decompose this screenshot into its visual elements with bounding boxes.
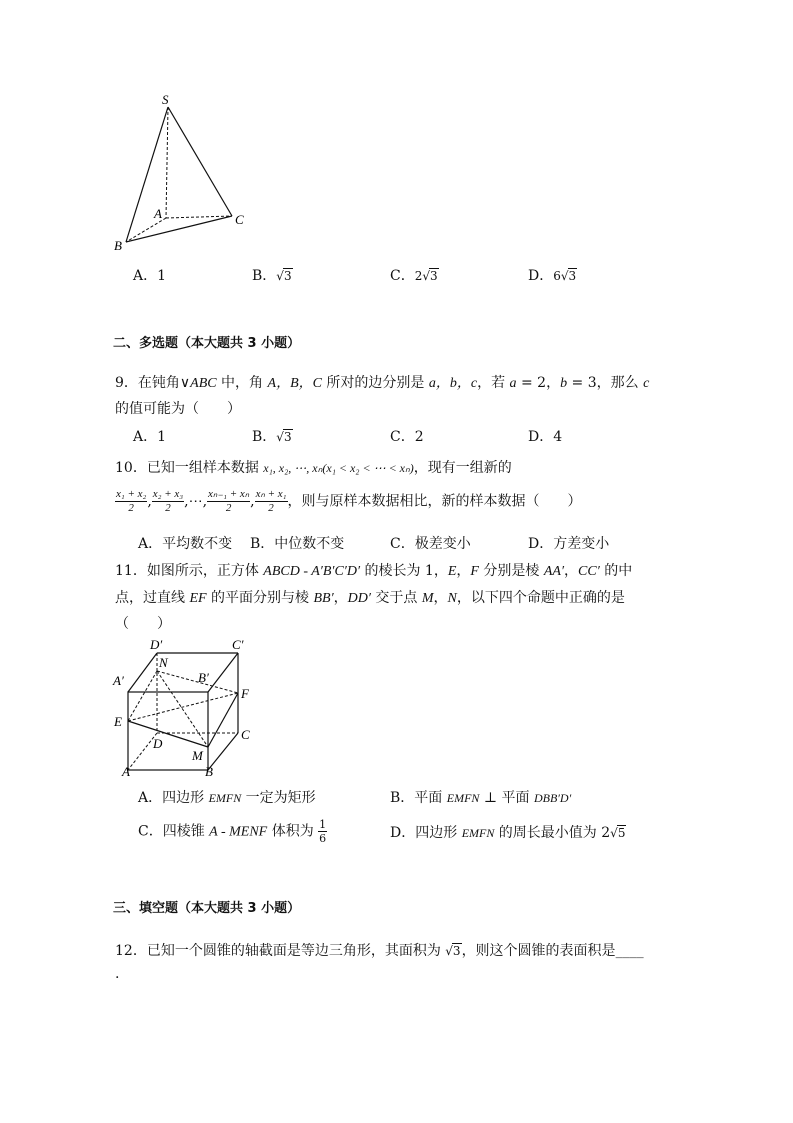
cube-label-d: D xyxy=(153,736,163,751)
q10-line2: $\frac{\text{x₁ + x₂}}{2}$ , $\frac{\text{x₂ + x₃}}{2}$ ,⋯, $\frac{\text{xₙ₋₁ + xₙ}}{2}$ , $\frac{\text{xₙ + x₁}}{2}$ ，则与原样本数据相比，新的样本数据（ ） xyxy=(116,488,582,514)
q10-frac-1: $\frac{\text{x₁ + x₂}}{2}$ xyxy=(116,488,147,514)
cube-label-c: C xyxy=(241,727,250,742)
label-c: C xyxy=(235,212,244,227)
cube-label-m: M xyxy=(192,748,203,763)
q10-option-c: C．极差变小 xyxy=(390,536,471,552)
q11-line2: 点，过直线 EF 的平面分别与棱 BB′，DD′ 交于点 M，N，以下四个命题中正确的是 xyxy=(115,590,625,606)
q10-option-a: A．平均数不变 xyxy=(138,536,233,552)
label-a: A xyxy=(154,206,162,221)
q10-frac-4: $\frac{\text{xₙ + x₁}}{2}$ xyxy=(255,488,287,514)
cube-label-bp: B′ xyxy=(198,670,209,685)
cube-label-a: A xyxy=(122,764,130,779)
q9-option-c: C．2 xyxy=(390,429,424,445)
q10-line1: 10．已知一组样本数据 x₁, x₂, ⋯, xₙ(x₁ < x₂ < ⋯ < xₙ)，现有一组新的 xyxy=(115,460,512,476)
pyramid-figure xyxy=(100,90,270,260)
q11-option-b: B．平面 EMFN ⊥ 平面 DBB′D′ xyxy=(390,790,572,806)
q11-line3: （ ） xyxy=(115,616,171,632)
q9-option-b: B．√3 xyxy=(252,429,292,445)
q11-option-a: A．四边形 EMFN 一定为矩形 xyxy=(138,790,316,806)
pyr-option-b: B．√3 xyxy=(252,268,292,284)
q10-frac-3: $\frac{\text{xₙ₋₁ + xₙ}}{2}$ xyxy=(208,488,250,514)
q10-option-b: B．中位数不变 xyxy=(250,536,345,552)
q11-option-d: D．四边形 EMFN 的周长最小值为 2√5 xyxy=(390,825,626,841)
pyr-option-a: A．1 xyxy=(133,268,167,284)
q12-line1: 12．已知一个圆锥的轴截面是等边三角形，其面积为 √3，则这个圆锥的表面积是____ xyxy=(115,943,644,959)
q12-line2: . xyxy=(115,966,120,982)
section3-title: 三、填空题（本大题共 3 小题） xyxy=(113,901,301,916)
q9-option-a: A．1 xyxy=(133,429,167,445)
cube-label-e: E xyxy=(114,714,122,729)
pyr-option-d: D．6√3 xyxy=(528,268,577,284)
cube-label-b: B xyxy=(205,764,213,779)
cube-label-cp: C′ xyxy=(232,637,244,652)
cube-figure xyxy=(110,635,260,780)
q10-option-d: D．方差变小 xyxy=(528,536,610,552)
q9-line2: 的值可能为（ ） xyxy=(115,401,241,417)
q10-frac-2: $\frac{\text{x₂ + x₃}}{2}$ xyxy=(152,488,184,514)
cube-label-ap: A′ xyxy=(113,673,124,688)
section2-title: 二、多选题（本大题共 3 小题） xyxy=(113,336,301,351)
q9-option-d: D．4 xyxy=(528,429,563,445)
q12-answer-blank: ____ xyxy=(615,943,644,959)
cube-label-dp: D′ xyxy=(150,637,163,652)
q11-line1: 11．如图所示，正方体 ABCD - A′B′C′D′ 的棱长为 1，E，F 分别是棱 AA′，CC′ 的中 xyxy=(115,563,633,579)
cube-label-n: N xyxy=(159,655,168,670)
label-b: B xyxy=(114,238,122,253)
q11-option-c: C．四棱锥 A - MENF 体积为 $\frac{1}{6}$ xyxy=(138,818,327,845)
q9-line1: 9．在钝角∨ABC 中，角 A，B，C 所对的边分别是 a，b，c，若 a = 2，b = 3，那么 c xyxy=(115,375,650,391)
cube-label-f: F xyxy=(241,686,249,701)
pyr-option-c: C．2√3 xyxy=(390,268,438,284)
label-s: S xyxy=(162,92,169,107)
